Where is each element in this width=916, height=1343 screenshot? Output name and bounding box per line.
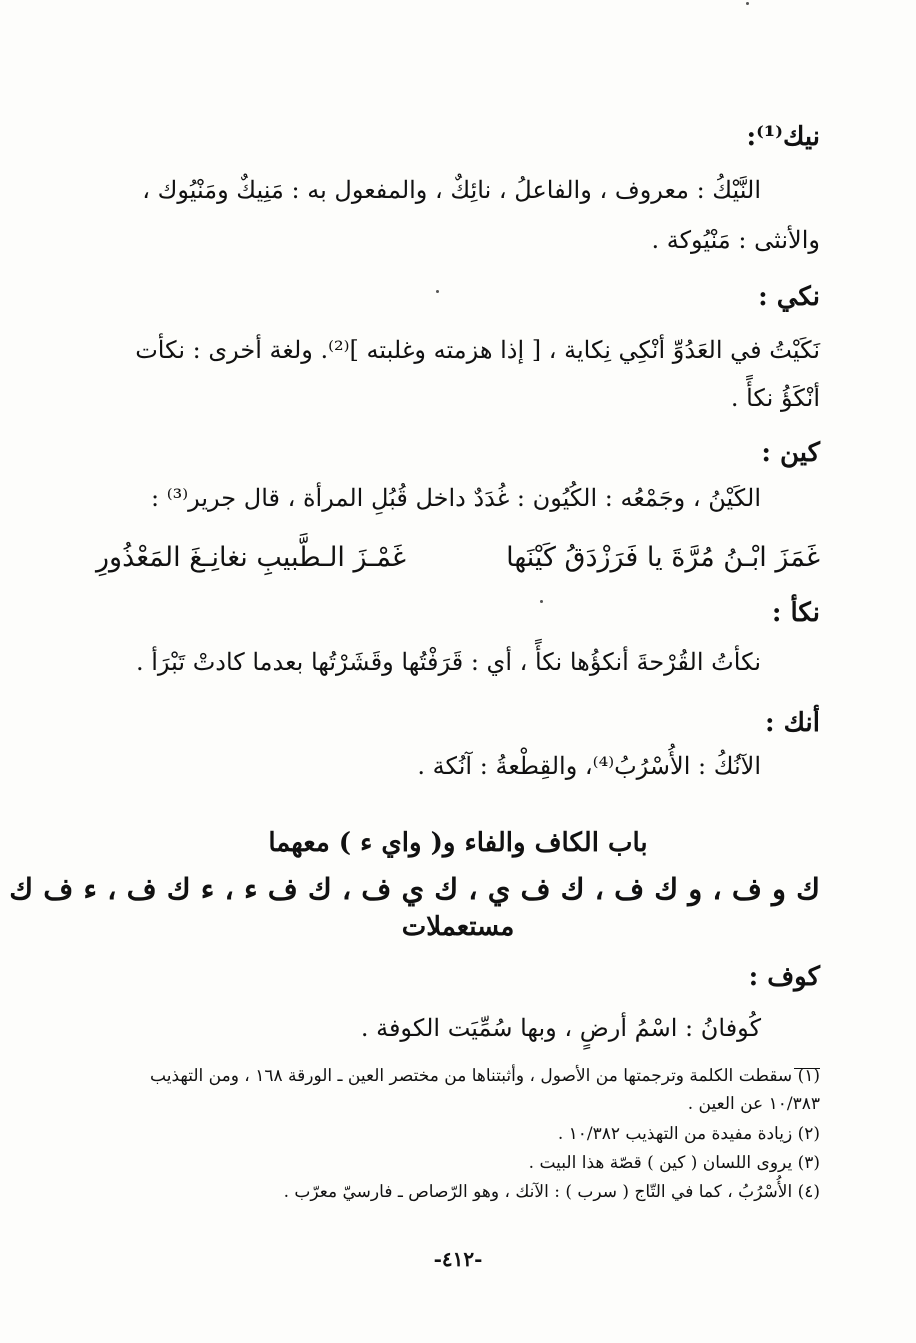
entry-text-line: كُوفانُ : اسْمُ أرضٍ ، وبها سُمِّيَت الكوفة .: [360, 1014, 761, 1042]
section-status: مستعملات: [401, 912, 515, 942]
entry-text-line: نكأتُ القُرْحةَ أنكؤُها نكأً ، أي : قَرَفْتُها وقَشَرْتُها بعدما كادتْ تَبْرَأ .: [135, 648, 761, 676]
entry-head-nky: نكي :: [758, 282, 820, 312]
entry-text-line: النَّيْكُ : معروف ، والفاعلُ ، نائِكٌ ، والمفعول به : مَنِيكٌ ومَنْيُوك ،: [142, 176, 761, 204]
footnote: ١٠/٣٨٣ عن العين .: [687, 1094, 820, 1114]
footnote: (٢) زيادة مفيدة من التهذيب ١٠/٣٨٢ .: [557, 1124, 820, 1144]
entry-text-line: نَكَيْتُ في العَدُوِّ أنْكِي نِكاية ، [ إذا هزمته وغلبته ]⁽²⁾. ولغة أخرى : نكأت: [135, 336, 820, 364]
poetry-verse: [96, 542, 820, 573]
verse-hemistich-first: غَمَزَ ابْـنُ مُرَّةَ يا فَرَزْدَقُ كَيْنَها: [506, 542, 820, 573]
entry-text-line: والأنثى : مَنْيُوكة .: [651, 226, 820, 254]
section-title: باب الكاف والفاء و( واي ء ) معهما: [268, 828, 648, 858]
entry-head-kyn: كين :: [761, 438, 820, 468]
footnote: (١) سقطت الكلمة وترجمتها من الأصول ، وأثبتناها من مختصر العين ـ الورقة ١٦٨ ، ومن التهذيب: [150, 1066, 820, 1086]
page-number: -٤١٢-: [433, 1247, 483, 1271]
footnote: (٣) يروى اللسان ( كين ) قصّة هذا البيت .: [528, 1153, 820, 1173]
verse-hemistich-second: غَمْـزَ الـطَّبيبِ نغانِـغَ المَعْذُورِ: [96, 542, 407, 573]
entry-text-line: الآنُكُ : الأُسْرُبُ⁽⁴⁾، والقِطْعةُ : آنُكة .: [417, 752, 761, 780]
entry-head-kwf: كوف :: [748, 962, 820, 992]
scan-speck: [540, 600, 543, 603]
scan-speck: [746, 2, 749, 5]
entry-text-line: الكَيْنُ ، وجَمْعُه : الكُيُون : غُدَدٌ داخل قُبُلِ المرأة ، قال جرير⁽³⁾ :: [151, 484, 761, 512]
entry-text-line: أنْكَؤُ نكأً .: [730, 384, 820, 412]
entry-head-ank: أنك :: [764, 708, 820, 738]
scan-speck: [436, 290, 439, 293]
entry-head-nk: نكأ :: [771, 598, 820, 628]
footnote: (٤) الأُسْرُبُ ، كما في التّاج ( سرب ) : الآنك ، وهو الرّصاص ـ فارسيّ معرّب .: [283, 1182, 820, 1202]
entry-head-nyk: نيك⁽¹⁾:: [746, 122, 820, 152]
section-root-combos: ك و ف ، و ك ف ، ك ف ي ، ك ي ف ، ك ف ء ، ء ك ف ، ء ف ك: [9, 872, 820, 906]
